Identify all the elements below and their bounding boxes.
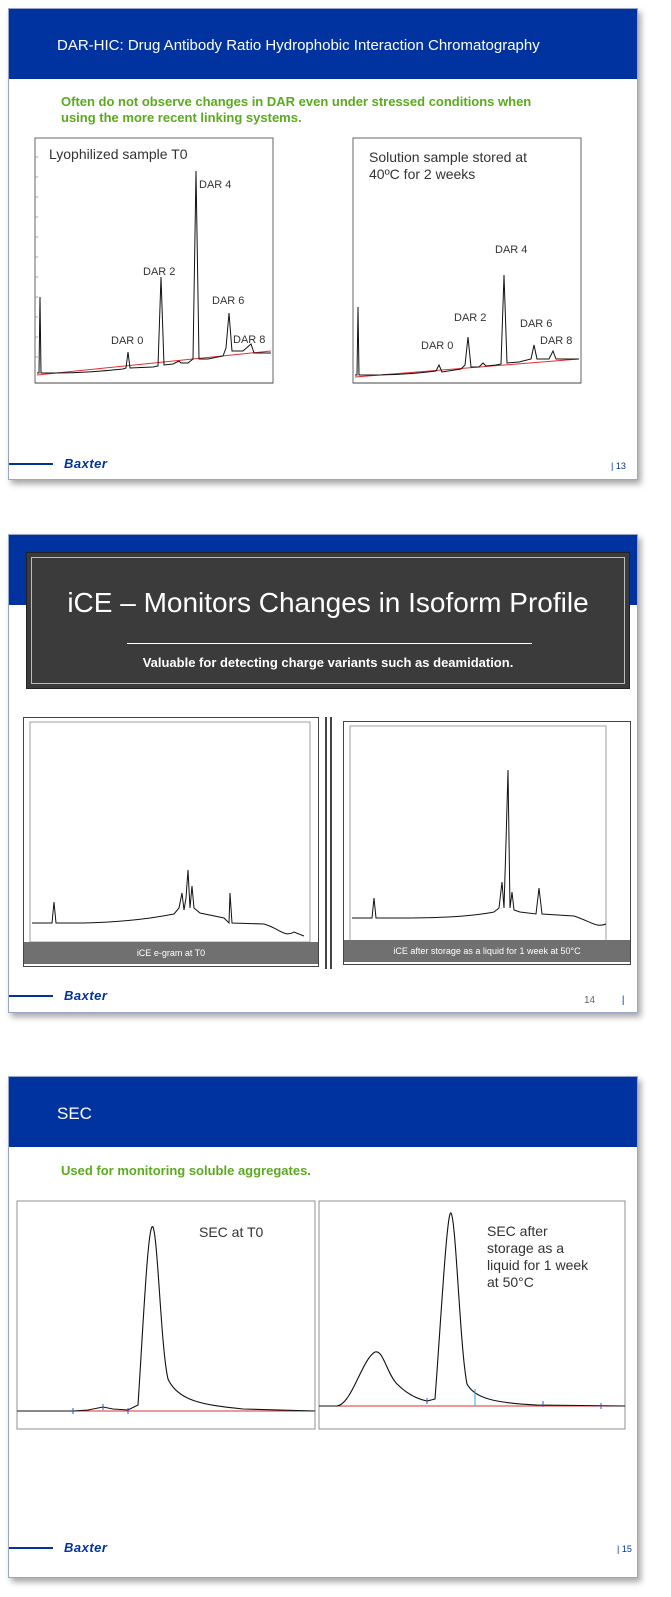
dar-0-label: DAR 0 bbox=[111, 335, 144, 347]
left-panel-title: Lyophilized sample T0 bbox=[49, 146, 188, 162]
sec-chromatogram-t0 bbox=[13, 1199, 317, 1439]
panel-divider-2 bbox=[330, 717, 332, 969]
page-separator: | bbox=[621, 995, 625, 1006]
right-panel-title bbox=[369, 149, 527, 183]
right-label-line-2: storage as a bbox=[487, 1240, 565, 1256]
right-title-line-1: Solution sample stored at bbox=[369, 149, 527, 165]
baxter-logo: Baxter bbox=[64, 456, 108, 471]
right-title-line-2: 40ºC for 2 weeks bbox=[369, 166, 476, 182]
slide-header bbox=[9, 1077, 637, 1147]
dar-0-label: DAR 0 bbox=[421, 340, 454, 352]
page-number-value: 15 bbox=[621, 1544, 632, 1554]
page-number: | 13 bbox=[611, 461, 626, 471]
left-sec-label: SEC at T0 bbox=[199, 1224, 264, 1240]
slide-title: iCE – Monitors Changes in Isoform Profile bbox=[67, 587, 589, 618]
subtitle-line-1: Often do not observe changes in DAR even under stressed conditions when bbox=[61, 94, 532, 109]
dar-8-label: DAR 8 bbox=[540, 335, 573, 347]
slide-header bbox=[9, 9, 637, 79]
sec-chromatogram-stressed bbox=[317, 1199, 629, 1439]
dar-4-label: DAR 4 bbox=[495, 244, 528, 256]
right-sec-label bbox=[487, 1223, 588, 1291]
left-caption-bar bbox=[24, 942, 318, 964]
right-label-line-1: SEC after bbox=[487, 1223, 548, 1239]
baxter-logo: Baxter bbox=[64, 988, 108, 1003]
dar-4-label: DAR 4 bbox=[199, 179, 232, 191]
page-number-value: 14 bbox=[584, 995, 596, 1006]
hic-chromatogram-lyophilized bbox=[33, 137, 275, 389]
page-number-value: 13 bbox=[615, 461, 626, 471]
page-number: | 15 bbox=[617, 1544, 632, 1554]
slide-subtitle: Used for monitoring soluble aggregates. bbox=[61, 1163, 311, 1178]
page-number bbox=[584, 995, 625, 1006]
left-caption: iCE e-gram at T0 bbox=[136, 948, 206, 958]
footer-rule bbox=[9, 995, 53, 997]
dar-8-label: DAR 8 bbox=[233, 334, 266, 346]
ice-trace-left bbox=[24, 718, 318, 966]
baxter-logo: Baxter bbox=[64, 1540, 108, 1555]
dar-6-label: DAR 6 bbox=[212, 295, 245, 307]
right-caption: iCE after storage as a liquid for 1 week at 50°C bbox=[393, 946, 581, 956]
ice-egram-stressed bbox=[343, 721, 631, 965]
slide-subtitle bbox=[61, 94, 531, 126]
slide-title: SEC bbox=[57, 1104, 92, 1123]
hic-chromatogram-solution bbox=[351, 137, 583, 389]
title-rule bbox=[127, 643, 532, 644]
slide-subtitle: Valuable for detecting charge variants such as deamidation. bbox=[142, 655, 514, 670]
slide-14 bbox=[8, 534, 638, 1013]
sec-trace-left bbox=[13, 1199, 317, 1439]
ice-egram-t0 bbox=[23, 717, 319, 967]
slide-15 bbox=[8, 1076, 638, 1578]
dar-2-label: DAR 2 bbox=[143, 266, 176, 278]
right-label-line-3: liquid for 1 week bbox=[487, 1257, 589, 1273]
footer-rule bbox=[9, 1547, 53, 1549]
panel-divider bbox=[325, 717, 327, 969]
dar-2-label: DAR 2 bbox=[454, 312, 487, 324]
subtitle-line-2: using the more recent linking systems. bbox=[61, 110, 302, 125]
title-box bbox=[26, 552, 630, 689]
ice-trace-right bbox=[344, 722, 630, 964]
slide-13 bbox=[8, 8, 638, 480]
right-caption-bar bbox=[344, 940, 630, 962]
slide-title: DAR-HIC: Drug Antibody Ratio Hydrophobic Interaction Chromatography bbox=[57, 37, 540, 54]
dar-6-label: DAR 6 bbox=[520, 318, 553, 330]
footer-rule bbox=[9, 463, 53, 465]
hic-trace-left bbox=[33, 137, 275, 389]
right-label-line-4: at 50°C bbox=[487, 1274, 534, 1290]
